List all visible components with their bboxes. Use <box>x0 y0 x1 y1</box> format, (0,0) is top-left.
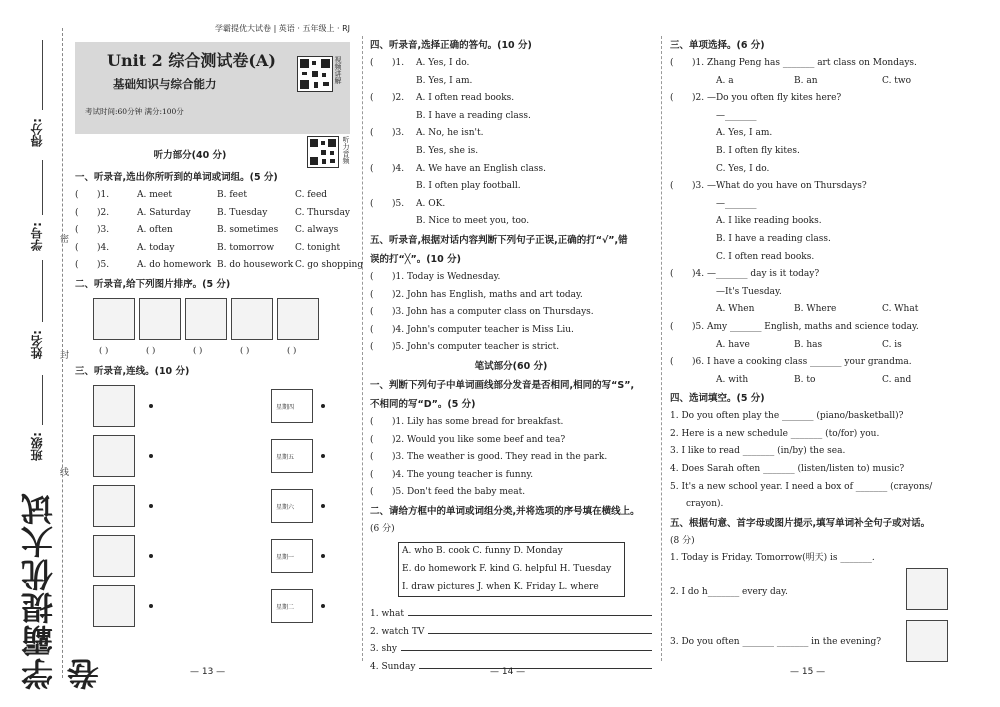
options-row: A. When B. Where C. What <box>716 304 919 315</box>
answer-paren[interactable]: ( <box>75 242 79 253</box>
section-5-title-cont: 误的打“╳”。(10 分) <box>370 253 461 265</box>
question-row: ( )2. A. Saturday B. Tuesday C. Thursday <box>75 205 350 223</box>
question-row: ( )2. Would you like some beef and tea? <box>370 432 652 450</box>
answer-paren[interactable]: ( <box>670 58 674 68</box>
picture-science-class <box>185 298 227 340</box>
question-row: ( )1. Zhang Peng has _______ art class on Mondays. <box>670 55 960 73</box>
page-number-14: — 14 — <box>490 667 526 677</box>
fill-item-cont: crayon). <box>686 499 724 510</box>
order-blank[interactable]: ( ) <box>193 345 203 356</box>
question-row: ( )2. John has English, maths and art today. <box>370 287 652 305</box>
classify-row: 3. shy <box>370 638 652 656</box>
match-row <box>75 431 350 481</box>
written-4-title: 四、选词填空。(5 分) <box>670 393 765 405</box>
picture-maths-class <box>93 585 135 627</box>
picture-art-class <box>231 298 273 340</box>
match-dot[interactable] <box>321 604 325 608</box>
options-row: A. a B. an C. two <box>716 75 912 86</box>
fill-item[interactable]: 5. It's a new school year. I need a box of _______ (crayons/ <box>670 481 933 492</box>
option-b: B. Yes, I am. <box>416 75 473 86</box>
score-field-line <box>42 40 43 110</box>
fill-item[interactable]: 3. I like to read _______ (in/by) the sea. <box>670 446 846 457</box>
cut-line <box>62 28 63 678</box>
option-a: A. Yes, I am. <box>716 128 773 139</box>
question-row: ( )1. Lily has some bread for breakfast. <box>370 414 652 432</box>
fill-item[interactable]: 1. Do you often play the _______ (piano/basketball)? <box>670 411 904 422</box>
page-number-15: — 15 — <box>790 667 826 677</box>
question-row: ( )5. John's computer teacher is strict. <box>370 339 652 357</box>
page-number-13: — 13 — <box>190 667 226 677</box>
series-topline: 学霸提优大试卷 | 英语 · 五年级上 · RJ <box>215 24 350 33</box>
answer-paren[interactable]: ( <box>670 321 674 332</box>
picture-cooking <box>93 485 135 527</box>
written-2-title: 二、请给方框中的单词或词组分类,并将选项的序号填在横线上。 <box>370 505 640 517</box>
classify-row: 1. what <box>370 603 652 621</box>
written-5-items <box>670 550 960 654</box>
section-1-items <box>75 187 364 275</box>
picture-watch-tv <box>906 620 948 662</box>
order-blank[interactable]: ( ) <box>146 345 156 356</box>
cut-word-seal: 密 <box>60 235 70 245</box>
answer-paren[interactable]: ( <box>670 93 674 104</box>
option-b: B. I often play football. <box>416 181 521 192</box>
option-a: A. I like reading books. <box>716 216 822 227</box>
question-row: ( )3. John has a computer class on Thursdays. <box>370 304 652 322</box>
option-c: C. I often read books. <box>716 251 815 262</box>
student-id-field-line <box>42 160 43 215</box>
answer-paren[interactable]: ( <box>370 487 374 498</box>
question-row: ( )3. —What do you have on Thursdays? <box>670 178 960 196</box>
answer-paren[interactable]: ( <box>370 416 374 427</box>
question-row: ( )4. The young teacher is funny. <box>370 467 652 485</box>
question-row: ( )6. I have a cooking class _______ your grandma. <box>670 354 960 372</box>
order-blank[interactable]: ( ) <box>99 345 109 356</box>
answer-paren[interactable]: ( <box>370 58 374 68</box>
calendar-icon: 星期一 <box>271 539 313 573</box>
unit-title: Unit 2 综合测试卷(A) <box>107 51 276 70</box>
word-box-line: I. draw pictures J. when K. Friday L. where <box>402 581 599 592</box>
calendar-icon: 星期五 <box>271 439 313 473</box>
question-row: ( )1. A. meet B. feet C. feed <box>75 187 350 205</box>
match-dot[interactable] <box>149 554 153 558</box>
listening-part-title: 听力部分(40 分) <box>153 150 227 161</box>
question-row: ( )5. A. do homework B. do housework C. go shopping <box>75 257 350 275</box>
word-box-line: E. do homework F. kind G. helpful H. Tuesday <box>402 564 612 575</box>
question-row: ( )3. A. often B. sometimes C. always <box>75 222 350 240</box>
answer-line[interactable] <box>428 621 652 634</box>
qr-video-label: 视频讲解 <box>334 56 342 84</box>
title-banner <box>75 24 350 134</box>
answer-paren[interactable]: ( <box>370 271 374 282</box>
question-row: ( )5. A. OK. <box>370 196 652 214</box>
option-c: C. Yes, I do. <box>716 163 770 174</box>
option-b: B. I have a reading class. <box>716 233 831 244</box>
picture-reading-board <box>93 298 135 340</box>
answer-paren[interactable]: ( <box>370 307 374 318</box>
answer-line[interactable] <box>408 603 652 616</box>
dialog-blank: —_______ <box>716 198 757 209</box>
page-13 <box>75 24 364 631</box>
word-box <box>398 542 625 597</box>
column-divider <box>362 36 363 661</box>
picture-music <box>93 535 135 577</box>
question-row: ( )5. Don't feed the baby meat. <box>370 484 652 502</box>
answer-paren[interactable]: ( <box>370 93 374 104</box>
name-field-line <box>42 260 43 322</box>
question-row: ( )4. —_______ day is it today? <box>670 266 960 284</box>
classify-row: 4. Sunday <box>370 656 652 674</box>
match-dot[interactable] <box>149 504 153 508</box>
section-1-title: 一、听录音,选出你所听到的单词或词组。(5 分) <box>75 172 278 183</box>
qr-audio-label: 听力音频 <box>342 136 350 164</box>
match-dot[interactable] <box>321 554 325 558</box>
calendar-icon: 星期六 <box>271 489 313 523</box>
written-3-title: 三、单项选择。(6 分) <box>670 40 765 51</box>
calendar-icon: 星期四 <box>271 389 313 423</box>
options-row: A. have B. has C. is <box>716 339 902 350</box>
fill-item[interactable]: 4. Does Sarah often _______ (listen/listen to) music? <box>670 464 905 475</box>
section-3-title: 三、听录音,连线。(10 分) <box>75 365 190 377</box>
match-row <box>75 531 350 581</box>
written-2-points: (6 分) <box>370 523 395 534</box>
student-id-field-label: 学号: <box>30 222 44 251</box>
answer-paren[interactable]: ( <box>370 198 374 209</box>
qr-code-icon[interactable] <box>307 136 339 168</box>
question-row: ( )5. Amy _______ English, maths and science today. <box>670 319 960 337</box>
answer-paren[interactable]: ( <box>370 469 374 480</box>
match-dot[interactable] <box>321 404 325 408</box>
answer-paren[interactable]: ( <box>75 260 79 271</box>
picture-bookshelf <box>139 298 181 340</box>
answer-line[interactable] <box>401 638 652 651</box>
section-subtitle: 基础知识与综合能力 <box>113 77 217 91</box>
options-row: A. with B. to C. and <box>716 374 912 385</box>
match-dot[interactable] <box>149 404 153 408</box>
section-2-title: 二、听录音,给下列图片排序。(5 分) <box>75 278 231 290</box>
picture-housework <box>906 568 948 610</box>
order-blank[interactable]: ( ) <box>287 345 297 356</box>
picture-computer-class <box>93 385 135 427</box>
fill-item[interactable]: 1. Today is Friday. Tomorrow(明天) is _______. <box>670 553 875 564</box>
answer-paren[interactable]: ( <box>75 190 79 200</box>
classify-row: 2. watch TV <box>370 621 652 639</box>
question-row: ( )2. —Do you often fly kites here? <box>670 90 960 108</box>
written-5-title: 五、根据句意、首字母或图片提示,填写单词补全句子或对话。 <box>670 517 931 529</box>
question-row: ( )3. The weather is good. They read in the park. <box>370 449 652 467</box>
answer-paren[interactable]: ( <box>370 289 374 300</box>
written-1-title: 一、判断下列句子中单词画线部分发音是否相同,相同的写“S”, <box>370 379 635 391</box>
question-row: ( )4. John's computer teacher is Miss Liu. <box>370 322 652 340</box>
brand-title: 学霸提优大试卷 <box>20 492 104 690</box>
answer-paren[interactable]: ( <box>670 357 674 368</box>
picture-piano <box>277 298 319 340</box>
page-15 <box>670 36 960 654</box>
cut-word-line: 线 <box>60 468 70 478</box>
exam-info: 考试时间:60分钟 满分:100分 <box>85 107 184 116</box>
match-row <box>75 481 350 531</box>
question-row: ( )2. A. I often read books. <box>370 90 652 108</box>
answer-paren[interactable]: ( <box>370 324 374 335</box>
option-b: B. Nice to meet you, too. <box>416 216 530 227</box>
matching-rows <box>75 381 350 631</box>
score-field-label: 得分: <box>30 118 44 147</box>
calendar-icon: 星期二 <box>271 589 313 623</box>
answer-paren[interactable]: ( <box>370 163 374 174</box>
answer-paren[interactable]: ( <box>670 269 674 280</box>
qr-code-icon[interactable] <box>297 56 333 92</box>
option-b: B. Yes, she is. <box>416 145 479 156</box>
option-b: B. I often fly kites. <box>716 145 800 156</box>
match-dot[interactable] <box>149 454 153 458</box>
match-dot[interactable] <box>321 454 325 458</box>
match-dot[interactable] <box>149 604 153 608</box>
order-blank[interactable]: ( ) <box>240 345 250 356</box>
answer-line[interactable] <box>419 656 652 669</box>
answer-paren[interactable]: ( <box>370 434 374 445</box>
dialog-answer: —It's Tuesday. <box>716 286 782 297</box>
cut-word-fold: 封 <box>60 351 70 361</box>
match-dot[interactable] <box>321 504 325 508</box>
written-1-title-cont: 不相同的写“D”。(5 分) <box>370 398 476 410</box>
section-4-title: 四、听录音,选择正确的答句。(10 分) <box>370 40 532 51</box>
match-row <box>75 581 350 631</box>
option-b: B. I have a reading class. <box>416 110 531 121</box>
name-field-label: 姓名: <box>30 330 44 359</box>
answer-paren[interactable]: ( <box>670 181 674 192</box>
class-field-label: 班级: <box>30 432 44 461</box>
answer-paren[interactable]: ( <box>75 207 79 218</box>
column-divider <box>661 36 662 661</box>
section-5-title: 五、听录音,根据对话内容判断下列句子正误,正确的打“√”,错 <box>370 234 628 246</box>
picture-football <box>93 435 135 477</box>
answer-paren[interactable]: ( <box>75 225 79 236</box>
match-row <box>75 381 350 431</box>
question-row: ( )1. A. Yes, I do. <box>370 55 652 73</box>
word-box-line: A. who B. cook C. funny D. Monday <box>402 546 563 557</box>
fill-item[interactable]: 2. I do h_______ every day. <box>670 587 788 598</box>
picture-order-blanks <box>99 346 350 356</box>
fill-item[interactable]: 2. Here is a new schedule _______ (to/for) you. <box>670 428 880 439</box>
written-5-points: (8 分) <box>670 535 695 546</box>
written-part-title: 笔试部分(60 分) <box>474 360 548 372</box>
question-row: ( )4. A. today B. tomorrow C. tonight <box>75 240 350 258</box>
question-row: ( )3. A. No, he isn't. <box>370 125 652 143</box>
picture-strip <box>93 298 350 340</box>
answer-paren[interactable]: ( <box>370 452 374 463</box>
question-row: ( )1. Today is Wednesday. <box>370 269 652 287</box>
page-14 <box>370 36 652 674</box>
fill-item[interactable]: 3. Do you often _______ _______ in the evening? <box>670 637 882 648</box>
answer-paren[interactable]: ( <box>370 342 374 353</box>
question-row: ( )4. A. We have an English class. <box>370 161 652 179</box>
dialog-blank: —_______ <box>716 110 757 121</box>
answer-paren[interactable]: ( <box>370 128 374 139</box>
class-field-line <box>42 375 43 425</box>
